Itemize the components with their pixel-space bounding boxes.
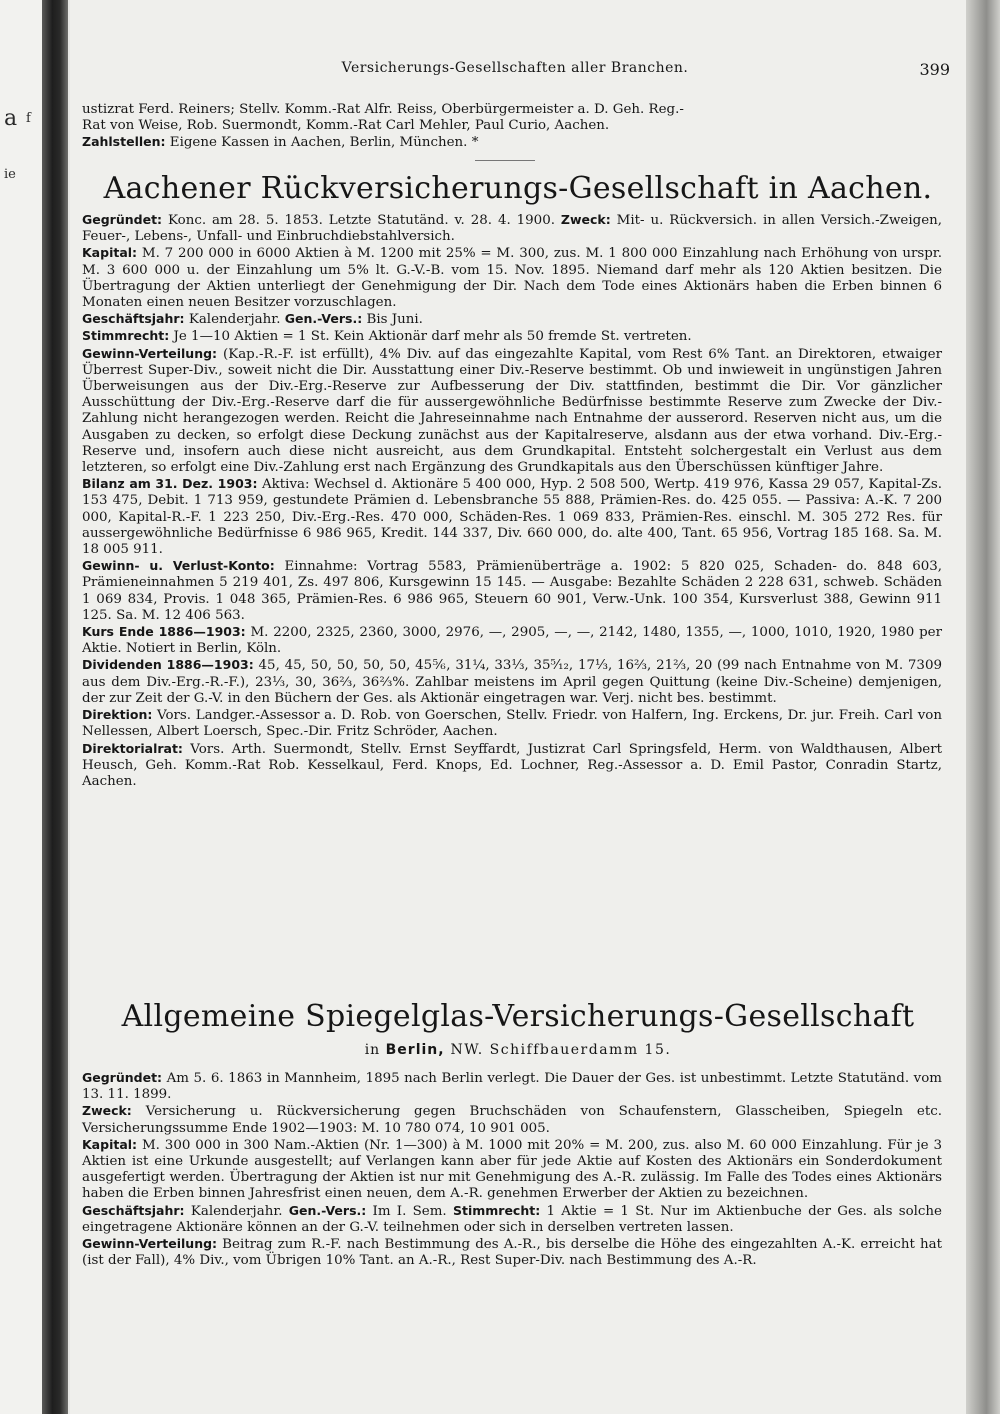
field-text: 1 Aktie = 1 St. Nur im Aktienbuche der Ges. als solche eingetragene Aktionäre können an der G.-V. teilnehmen oder sich in derselben vertreten lassen.	[82, 1203, 942, 1235]
direktion-paragraph	[82, 707, 942, 740]
field-text: M. 300 000 in 300 Nam.-Aktien (Nr. 1—300) à M. 1000 mit 20% = M. 200, zus. also M. 60 000 Einzahlung. Für je 3 Aktien ist eine Urkunde ausgestellt; auf Verlangen kann aber für jede Aktie auf Kosten des Aktionärs ein Sonderdokument ausgefertigt werden. Übertragung der Aktien ist nur mit Genehmigung des A.-R. zulässig. Im Falle des Todes eines Aktionärs haben die Erben binnen Jahresfrist einen neuen, dem A.-R. genehmen Erwerber der Aktien zu bezeichnen.	[82, 1137, 942, 1202]
field-label: Kurs Ende 1886—1903:	[82, 624, 246, 640]
gewinnverteilung-paragraph	[82, 1236, 942, 1269]
field-text: Kalenderjahr.	[184, 312, 281, 328]
field-text: Einnahme: Vortrag 5583, Prämienüberträge a. 1902: 5 820 025, Schaden- do. 848 603, Prämieneinnahmen 5 219 401, Zs. 497 806, Kursgewinn 15 145. — Ausgabe: Bezahlte Schäden 2 228 631, schweb. Schäden 1 069 834, Provis. 1 048 365, Prämien-Res. 6 986 965, Steuern 60 901, Verw.-Unk. 100 354, Kursverlust 388, Gewinn 911 125. Sa. M. 12 406 563.	[82, 559, 943, 623]
field-text: M. 7 200 000 in 6000 Aktien à M. 1200 mit 25% = M. 300, zus. M. 1 800 000 Einzahlung nach Erhöhung von urspr. M. 3 600 000 u. der Einzahlung um 5% lt. G.-V.-B. vom 15. Nov. 1895. Niemand darf mehr als 120 Aktien besitzen. Die Übertragung der Aktien unterliegt der Genehmigung der Dir. Nach dem Tode eines Aktionärs haben die Erben binnen 6 Monaten einen neuen Besitzer vorzuschlagen.	[82, 246, 942, 311]
field-label: Dividenden 1886—1903:	[82, 657, 254, 673]
geschaeftsjahr-paragraph	[82, 311, 942, 328]
gegruendet-paragraph	[82, 212, 942, 245]
text-line: Rat von Weise, Rob. Suermondt, Komm.-Rat Carl Mehler, Paul Curio, Aachen.	[82, 118, 610, 134]
adjacent-page-strip	[0, 0, 48, 1414]
field-label: Gewinn-Verteilung:	[82, 1236, 218, 1252]
page-edge	[966, 0, 1000, 1414]
field-label: Gewinn- u. Verlust-Konto:	[82, 558, 275, 574]
field-label: Gewinn-Verteilung:	[82, 345, 218, 361]
field-text: Eigene Kassen in Aachen, Berlin, München. *	[165, 135, 479, 151]
field-label: Zahlstellen:	[82, 134, 166, 150]
field-label: Stimmrecht:	[82, 328, 170, 344]
previous-entry-continuation	[82, 102, 942, 152]
field-label: Kapital:	[82, 1136, 138, 1152]
running-head: Versicherungs-Gesellschaften aller Branchen.	[341, 60, 689, 76]
field-text: Aktiva: Wechsel d. Aktionäre 5 400 000, Hyp. 2 508 500, Wertp. 419 976, Kassa 29 057, Kapital-Zs. 153 475, Debit. 1 713 959, gestundete Prämien d. Lebensbranche 55 888, Prämien-Res. do. 425 055. — Passiva: A.-K. 7 200 000, Kapital-R.-F. 1 223 250, Div.-Erg.-Res. 470 000, Schäden-Res. 1 069 833, Prämien-Res. einschl. M. 305 272 Res. für aussergewöhnliche Bedürfnisse 6 986 965, Kredit. 144 337, Div. 660 000, do. alte 400, Tant. 65 956, Vortrag 185 168. Sa. M. 18 005 911.	[82, 477, 942, 558]
field-text: Bis Juni.	[362, 312, 423, 328]
field-label: Direktion:	[82, 707, 153, 723]
company-location	[70, 1042, 966, 1058]
field-text: Je 1—10 Aktien = 1 St. Kein Aktionär darf mehr als 50 fremde St. vertreten.	[169, 329, 692, 345]
field-text: Vors. Arth. Suermondt, Stellv. Ernst Seyffardt, Justizrat Carl Springsfeld, Herm. von Waldthausen, Albert Heusch, Geh. Komm.-Rat Rob. Kesselkaul, Ferd. Knops, Ed. Lochner, Reg.-Assessor a. D. Emil Pastor, Conradin Startz, Aachen.	[82, 741, 942, 789]
kapital-paragraph	[82, 1137, 942, 1203]
field-label: Gegründet:	[82, 212, 163, 227]
field-text: Beitrag zum R.-F. nach Bestimmung des A.-R., bis derselbe die Höhe des eingezahlten A.-K. erreicht hat (ist der Fall), 4% Div., vom Übrigen 10% Tant. an A.-R., Rest Super-Div. nach Bestimmung des A.-R.	[82, 1237, 942, 1269]
kurs-paragraph	[82, 624, 942, 657]
company-title: Aachener Rückversicherungs-Gesellschaft in Aachen.	[103, 171, 933, 206]
company-entry-body	[82, 1070, 942, 1269]
field-label: Geschäftsjahr:	[82, 1202, 185, 1218]
zweck-paragraph	[82, 1103, 942, 1136]
dividenden-paragraph	[82, 657, 942, 707]
field-text: 45, 45, 50, 50, 50, 50, 45⅚, 31¼, 33⅓, 35⁵⁄₁₂, 17⅓, 16⅔, 21⅔, 20 (99 nach Entnahme von M. 7309 aus dem Div.-Erg.-R.-F.), 23⅓, 30, 36⅔, 36⅔%. Zahlbar meistens im April gegen Quittung (keine Div.-Scheine) demjenigen, der zur Zeit der G.-V. in den Büchern der Ges. als Aktionär eingetragen war. Verj. nicht bes. bestimmt.	[82, 658, 942, 706]
company-entry-body	[82, 212, 942, 790]
company-title: Allgemeine Spiegelglas-Versicherungs-Gesellschaft	[121, 999, 915, 1034]
field-text: M. 2200, 2325, 2360, 3000, 2976, —, 2905, —, —, 2142, 1480, 1355, —, 1000, 1010, 1920, 1980 per Aktie. Notiert in Berlin, Köln.	[82, 625, 943, 657]
field-text: Mit- u. Rückversich. in allen Versich.-Zweigen, Feuer-, Lebens-, Unfall- und Einbruchdiebstahlversich.	[82, 213, 942, 245]
field-text: Im I. Sem.	[366, 1203, 447, 1219]
adjacent-page-fragment: f	[26, 111, 31, 126]
gewinnverteilung-paragraph	[82, 346, 942, 477]
page-header	[80, 60, 950, 84]
location-prefix: in	[364, 1042, 386, 1058]
text-line: ustizrat Ferd. Reiners; Stellv. Komm.-Rat Alfr. Reiss, Oberbürgermeister a. D. Geh. Reg.-	[82, 102, 684, 117]
stimmrecht-paragraph	[82, 328, 942, 345]
field-text: Vors. Landger.-Assessor a. D. Rob. von Goerschen, Stellv. Friedr. von Halfern, Ing. Erckens, Dr. jur. Freih. Carl von Nellessen, Albert Loersch, Spec.-Dir. Fritz Schröder, Aachen.	[82, 708, 942, 740]
geschaeftsjahr-paragraph	[82, 1203, 942, 1236]
field-label: Zweck:	[560, 212, 611, 227]
field-label: Direktorialrat:	[82, 740, 183, 756]
field-label: Geschäftsjahr:	[82, 311, 185, 327]
field-text: Konc. am 28. 5. 1853. Letzte Statutänd. v. 28. 4. 1900.	[162, 213, 555, 228]
direktorialrat-paragraph	[82, 741, 942, 791]
section-divider	[475, 160, 535, 161]
field-text: (Kap.-R.-F. ist erfüllt), 4% Div. auf das eingezahlte Kapital, vom Rest 6% Tant. an Direktoren, etwaiger Überrest Super-Div., soweit nicht die Dir. Ausstattung einer Div.-Reserve bestimmt. Ob und inwieweit in ungünstigen Jahren Überweisungen aus der Div.-Erg.-Reserve zur Aufbesserung der Div. stattfinden, bestimmt die Dir. Vor gänzlicher Ausschüttung der Div.-Erg.-Reserve darf die für aussergewöhnliche Bedürfnisse bestimmte Reserve zum Zwecke der Div.-Zahlung nicht herangezogen werden. Reicht die Jahreseinnahme nach Entnahme der ausserord. Reserven nicht aus, um die Ausgaben zu decken, so erfolgt diese Deckung zunächst aus der Kapitalreserve, alsdann aus der etwa vorhand. Div.-Erg.-Reserve und, insofern auch diese nicht ausreicht, aus dem Grundkapital. Entsteht solchergestalt ein Verlust aus dem letzteren, so erfolgt eine Div.-Zahlung erst nach Ergänzung des Grundkapitals aus den Überschüssen künftiger Jahre.	[82, 346, 942, 476]
adjacent-page-fragment: ie	[4, 167, 16, 182]
field-label: Gen.-Vers.:	[284, 311, 363, 327]
field-label: Gegründet:	[82, 1070, 163, 1085]
gegruendet-paragraph	[82, 1070, 942, 1103]
zahlstellen-paragraph	[82, 134, 942, 151]
field-label: Zweck:	[82, 1103, 132, 1119]
field-text: Kalenderjahr.	[184, 1203, 283, 1219]
location-address: NW. Schiffbauerdamm 15.	[444, 1042, 672, 1058]
book-gutter	[42, 0, 68, 1414]
adjacent-page-fragment: a	[4, 106, 18, 131]
field-label: Stimmrecht:	[452, 1202, 541, 1218]
field-label: Gen.-Vers.:	[288, 1202, 367, 1218]
field-label: Kapital:	[82, 245, 138, 261]
field-text: Versicherung u. Rückversicherung gegen Bruchschäden von Schaufenstern, Glasscheiben, Spiegeln etc. Versicherungssumme Ende 1902—1903: M. 10 780 074, 10 901 005.	[82, 1104, 942, 1136]
field-label: Bilanz am 31. Dez. 1903:	[82, 476, 258, 492]
guv-paragraph	[82, 558, 942, 624]
kapital-paragraph	[82, 245, 942, 311]
bilanz-paragraph	[82, 476, 942, 558]
location-city: Berlin,	[385, 1042, 445, 1058]
book-page	[70, 0, 966, 1414]
page-number: 399	[919, 60, 950, 79]
field-text: Am 5. 6. 1863 in Mannheim, 1895 nach Berlin verlegt. Die Dauer der Ges. ist unbestimmt. Letzte Statutänd. vom 13. 11. 1899.	[82, 1071, 942, 1103]
